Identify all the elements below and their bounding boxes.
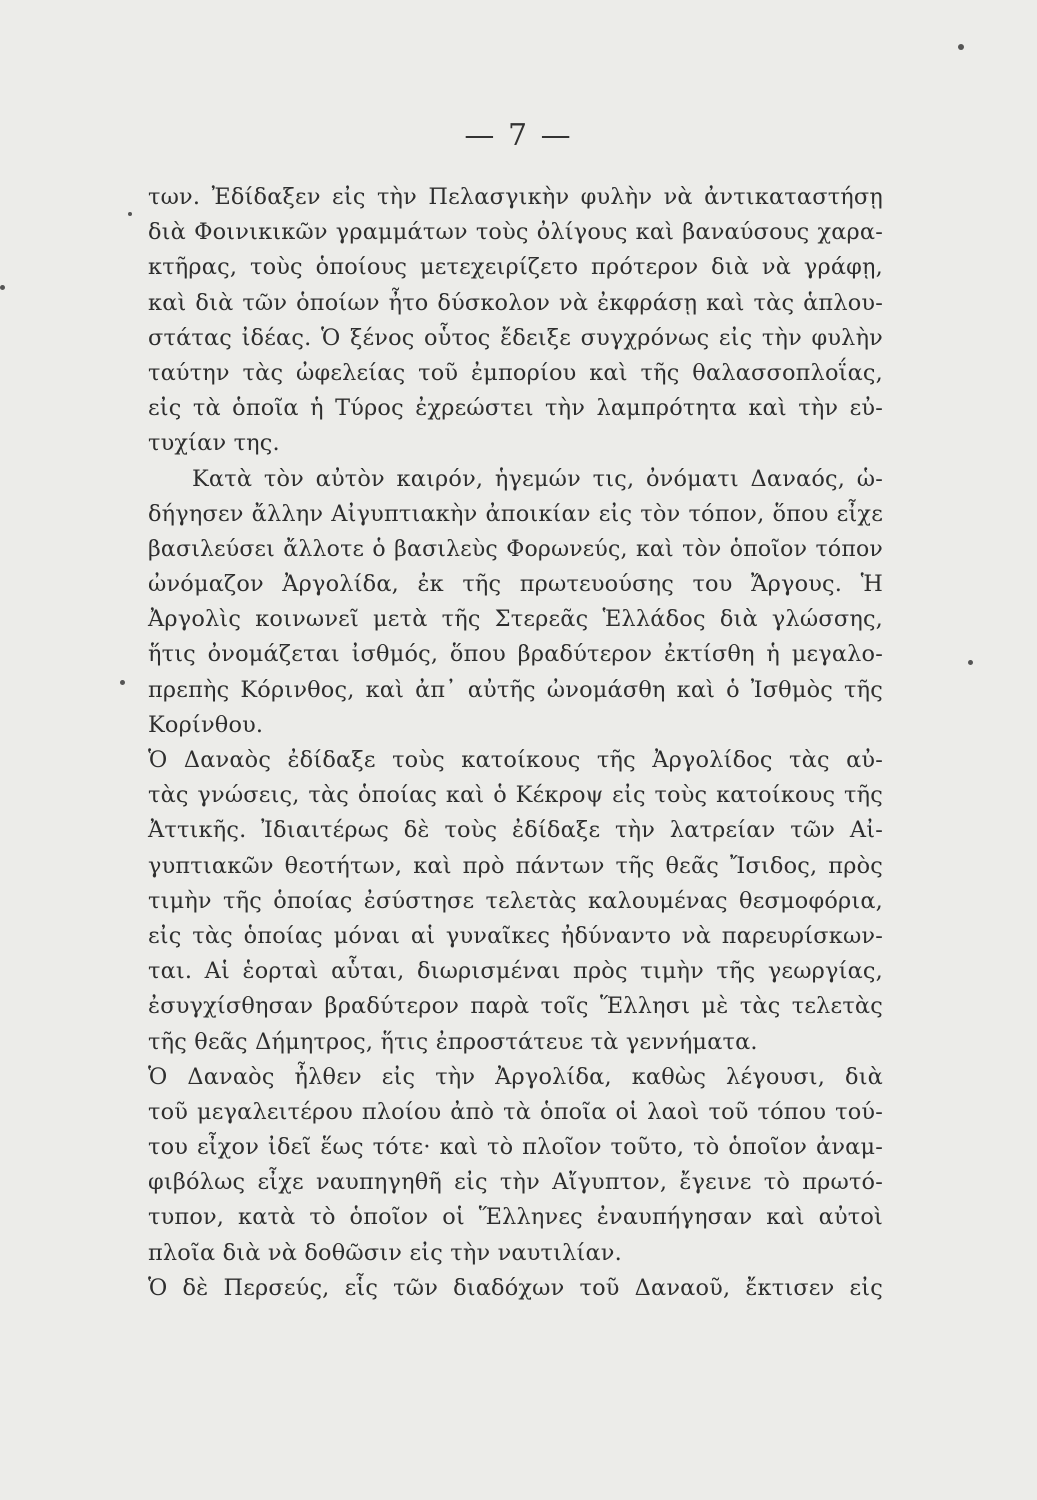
text-line: τὰς γνώσεις, τὰς ὁποίας καὶ ὁ Κέκροψ εἰς τοὺς κατοίκους τῆς bbox=[148, 782, 883, 809]
text-line: στάτας ἰδέας. Ὁ ξένος οὗτος ἔδειξε συγχρόνως εἰς τὴν φυλὴν bbox=[148, 324, 883, 351]
text-line: διὰ Φοινικικῶν γραμμάτων τοὺς ὀλίγους καὶ βαναύσους χαρα- bbox=[148, 219, 883, 246]
text-line: γυπτιακῶν θεοτήτων, καὶ πρὸ πάντων τῆς θεᾶς Ἴσιδος, πρὸς bbox=[148, 852, 883, 879]
ink-speck bbox=[128, 212, 132, 216]
text-line: ται. Αἱ ἑορταὶ αὗται, διωρισμέναι πρὸς τιμὴν τῆς γεωργίας, bbox=[148, 958, 883, 985]
text-line: ἥτις ὀνομάζεται ἰσθμός, ὅπου βραδύτερον ἐκτίσθη ἡ μεγαλο- bbox=[148, 641, 883, 668]
text-line: πρεπὴς Κόρινθος, καὶ ἀπ᾽ αὐτῆς ὠνομάσθη καὶ ὁ Ἰσθμὸς τῆς bbox=[148, 676, 883, 703]
text-line: τῆς θεᾶς Δήμητρος, ἥτις ἐπροστάτευε τὰ γεννήματα. bbox=[148, 1028, 758, 1055]
text-line: τυπον, κατὰ τὸ ὁποῖον οἱ Ἕλληνες ἐναυπήγησαν καὶ αὐτοὶ bbox=[148, 1204, 883, 1231]
text-line: Κορίνθου. bbox=[148, 711, 264, 738]
text-line: φιβόλως εἶχε ναυπηγηθῆ εἰς τὴν Αἴγυπτον, ἔγεινε τὸ πρωτό- bbox=[148, 1169, 883, 1196]
ink-speck bbox=[0, 285, 5, 290]
text-line: Ὁ Δαναὸς ἦλθεν εἰς τὴν Ἀργολίδα, καθὼς λέγουσι, διὰ bbox=[148, 1063, 883, 1090]
text-line: πλοῖα διὰ νὰ δοθῶσιν εἰς τὴν ναυτιλίαν. bbox=[148, 1239, 622, 1266]
text-line: εἰς τὰς ὁποίας μόναι αἱ γυναῖκες ἠδύναντο νὰ παρευρίσκων- bbox=[148, 922, 883, 949]
text-line: ἐσυγχίσθησαν βραδύτερον παρὰ τοῖς Ἕλλησι μὲ τὰς τελετὰς bbox=[148, 993, 883, 1020]
text-line: ταύτην τὰς ὠφελείας τοῦ ἐμπορίου καὶ τῆς θαλασσοπλοΐας, bbox=[148, 359, 883, 386]
text-line: του εἶχον ἰδεῖ ἕως τότε· καὶ τὸ πλοῖον τοῦτο, τὸ ὁποῖον ἀναμ- bbox=[148, 1134, 883, 1161]
text-line: καὶ διὰ τῶν ὁποίων ἦτο δύσκολον νὰ ἐκφράσῃ καὶ τὰς ἁπλου- bbox=[148, 289, 883, 316]
text-line: τυχίαν της. bbox=[148, 430, 280, 457]
text-line: τιμὴν τῆς ὁποίας ἐσύστησε τελετὰς καλουμένας θεσμοφόρια, bbox=[148, 887, 883, 914]
text-line: Ὁ Δαναὸς ἐδίδαξε τοὺς κατοίκους τῆς Ἀργολίδος τὰς αὐ- bbox=[148, 747, 883, 773]
text-line: Ἀργολὶς κοινωνεῖ μετὰ τῆς Στερεᾶς Ἑλλάδος διὰ γλώσσης, bbox=[148, 606, 883, 633]
text-line: εἰς τὰ ὁποῖα ἡ Τύρος ἐχρεώστει τὴν λαμπρότητα καὶ τὴν εὐ- bbox=[148, 395, 883, 422]
text-line: των. Ἐδίδαξεν εἰς τὴν Πελασγικὴν φυλὴν νὰ ἀντικαταστήσῃ bbox=[148, 184, 883, 210]
text-line: ὠνόμαζον Ἀργολίδα, ἐκ τῆς πρωτευούσης του Ἄργους. Ἡ bbox=[148, 571, 883, 598]
text-line: τοῦ μεγαλειτέρου πλοίου ἀπὸ τὰ ὁποῖα οἱ λαοὶ τοῦ τόπου τού- bbox=[148, 1098, 883, 1125]
text-line: Ὁ δὲ Περσεύς, εἷς τῶν διαδόχων τοῦ Δαναοῦ, ἔκτισεν εἰς bbox=[148, 1274, 883, 1301]
text-line: Κατὰ τὸν αὐτὸν καιρόν, ἡγεμών τις, ὀνόματι Δαναός, ὡ- bbox=[192, 465, 883, 492]
body-text bbox=[148, 180, 883, 1306]
text-line: Ἀττικῆς. Ἰδιαιτέρως δὲ τοὺς ἐδίδαξε τὴν λατρείαν τῶν Αἰ- bbox=[148, 817, 883, 844]
text-line: βασιλεύσει ἄλλοτε ὁ βασιλεὺς Φορωνεύς, καὶ τὸν ὁποῖον τόπον bbox=[148, 536, 883, 562]
ink-speck bbox=[968, 660, 973, 665]
text-line: δήγησεν ἄλλην Αἰγυπτιακὴν ἀποικίαν εἰς τὸν τόπον, ὅπου εἶχε bbox=[148, 500, 883, 527]
ink-speck bbox=[958, 44, 964, 50]
page-number: — 7 — bbox=[464, 118, 573, 153]
text-line: κτῆρας, τοὺς ὁποίους μετεχειρίζετο πρότερον διὰ νὰ γράφῃ, bbox=[148, 254, 883, 281]
ink-speck bbox=[120, 680, 125, 685]
